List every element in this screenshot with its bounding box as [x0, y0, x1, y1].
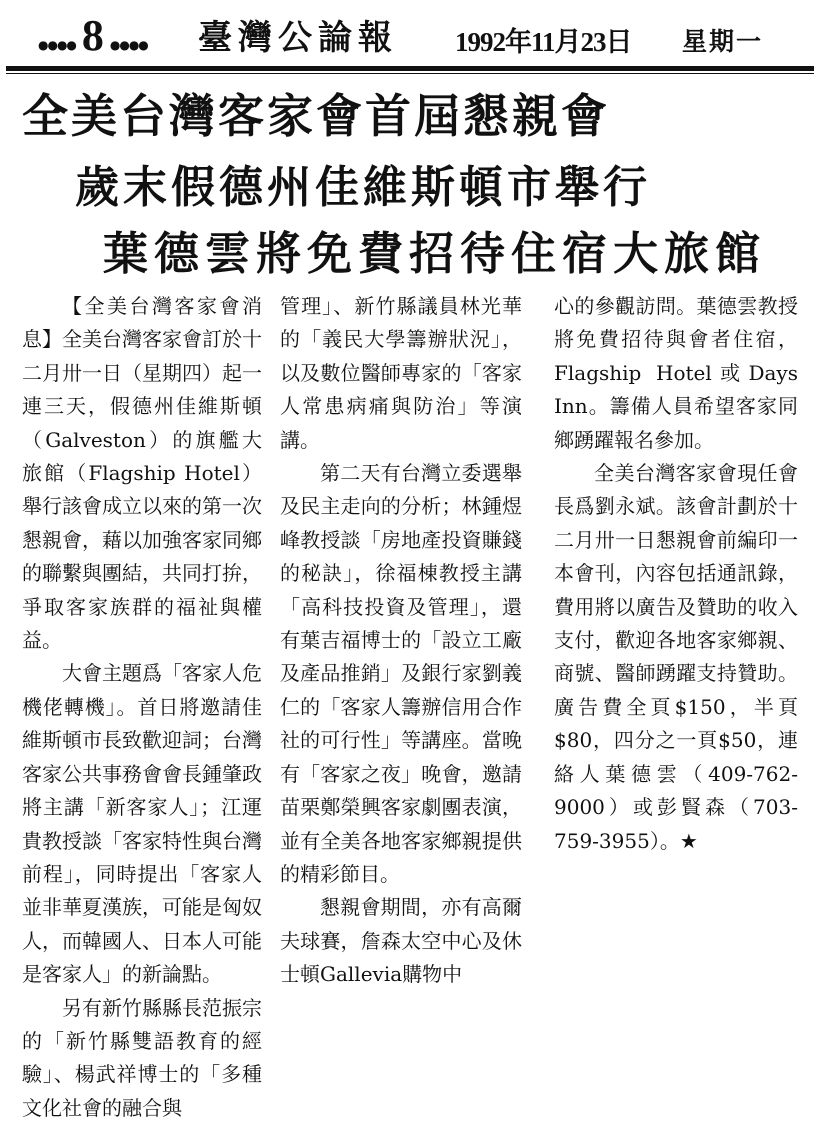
- main-headline: 全美台灣客家會首屆懇親會: [22, 89, 610, 143]
- paragraph: 管理」、新竹縣議員林光華的「義民大學籌辦狀況」，以及數位醫師專家的「客家人常患病痛與防治」等演講。: [280, 294, 522, 452]
- article-column-1: [22, 290, 262, 1125]
- paragraph: 懇親會期間，亦有高爾夫球賽，詹森太空中心及休士頓Gallevia購物中: [280, 895, 522, 987]
- newspaper-name: 臺灣公論報: [198, 18, 398, 58]
- sub-headline-2: 葉德雲將免費招待住宿大旅館: [103, 227, 767, 280]
- page-number: 8: [81, 11, 104, 60]
- paragraph: 另有新竹縣縣長范振宗的「新竹縣雙語教育的經驗」、楊武祥博士的「多種文化社會的融合與: [22, 995, 262, 1120]
- article-column-2: [280, 290, 522, 992]
- masthead-rule-thin: [6, 73, 814, 74]
- paragraph: 心的參觀訪問。葉德雲教授將免費招待與會者住宿，Flagship Hotel或Days Inn。籌備人員希望客家同鄉踴躍報名參加。: [554, 294, 798, 452]
- paragraph: 【全美台灣客家會消息】全美台灣客家會訂於十二月卅一日（星期四）起一連三天，假德州佳維斯頓（Galveston）的旗艦大旅館（Flagship Hotel）舉行該會成立以來的第一次懇親會，藉以加強客家同鄉的聯繫與團結，共同打拚，爭取客家族群的福祉與權益。: [22, 294, 262, 653]
- paragraph-text: 全美台灣客家會現任會長爲劉永斌。該會計劃於十二月卅一日懇親會前編印一本會刊，內容包括通訊錄，費用將以廣告及贊助的收入支付，歡迎各地客家鄉親、商號、醫師踴躍支持贊助。廣告費全頁$150，半頁$80，四分之一頁$50，連絡人葉德雲（409-762-9000）或彭賢森（703-759-3955）。: [554, 461, 798, 853]
- paragraph: [554, 457, 798, 858]
- end-star-icon: ★: [679, 828, 698, 853]
- paragraph: 第二天有台灣立委選舉及民主走向的分析；林鍾煜峰教授談「房地產投資賺錢的秘訣」，徐福棟教授主講「高科技投資及管理」，還有葉吉福博士的「設立工廠及產品推銷」及銀行家劉義仁的「客家人籌辦信用合作社的可行性」等講座。當晚有「客家之夜」晚會，邀請苗栗鄭榮興客家劇團表演，並有全美各地客家鄉親提供的精彩節目。: [280, 461, 522, 886]
- decorative-dots-right: ●●●●: [109, 38, 148, 52]
- sub-headline-1: 歲末假德州佳維斯頓市舉行: [75, 162, 651, 213]
- masthead-rule-thick: [6, 66, 814, 71]
- masthead: [0, 0, 818, 72]
- issue-weekday: 星期一: [682, 27, 764, 56]
- paragraph: 大會主題爲「客家人危機佬轉機」。首日將邀請佳維斯頓市長致歡迎詞；台灣客家公共事務會會長鍾肇政將主講「新客家人」；江運貴教授談「客家特性與台灣前程」，同時提出「客家人並非華夏漢族，可能是匈奴人，而韓國人、日本人可能是客家人」的新論點。: [22, 661, 262, 987]
- issue-date: 1992年11月23日: [455, 27, 632, 57]
- decorative-dots-left: ●●●●: [38, 38, 76, 52]
- article-column-3: [554, 290, 798, 858]
- page-number-block: [38, 11, 148, 60]
